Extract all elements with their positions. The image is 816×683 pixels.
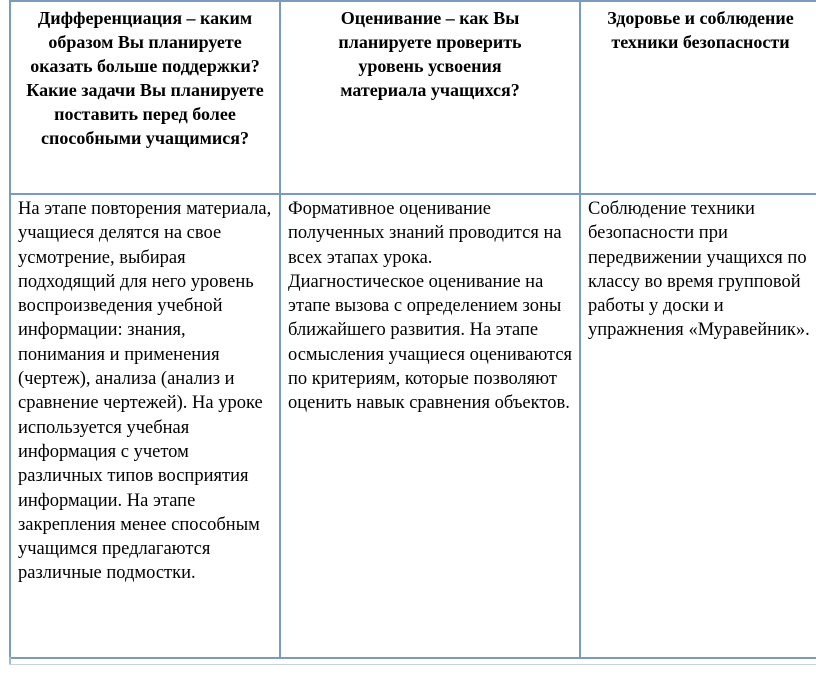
cell-health-safety: Соблюдение техники безопасности при передвижении учащихся по классу во время групповой работы у доски и упражнения «Муравейник». [580,194,816,658]
header-assessment: Оценивание – как Вы планируете проверить уровень усвоения материала учащихся? [280,1,580,194]
cell-assessment: Формативное оценивание полученных знаний проводится на всех этапах урока. Диагностическое оценивание на этапе вызова с определением зоны ближайшего развития. На этапе осмысления учащиеся оцениваются по критериям, которые позволяют оценить навык сравнения объектов. [280,194,580,658]
cell-differentiation: На этапе повторения материала, учащиеся делятся на свое усмотрение, выбирая подходящий для него уровень воспроизведения учебной информации: знания, понимания и применения (чертеж), анализа (анализ и сравнение чертежей). На уроке используется учебная информация с учетом различных типов восприятия информации. На этапе закрепления менее способным учащимся предлагаются различные подмостки. [10,194,280,658]
table-bottom-rule [9,664,816,665]
header-health-safety: Здоровье и соблюдение техники безопасности [580,1,816,194]
content-row [10,194,816,658]
lesson-plan-table [9,0,816,659]
lesson-plan-table-wrapper [9,0,816,657]
header-row [10,1,816,194]
header-differentiation: Дифференциация – каким образом Вы планируете оказать больше поддержки? Какие задачи Вы планируете поставить перед более способными учащимися? [10,1,280,194]
